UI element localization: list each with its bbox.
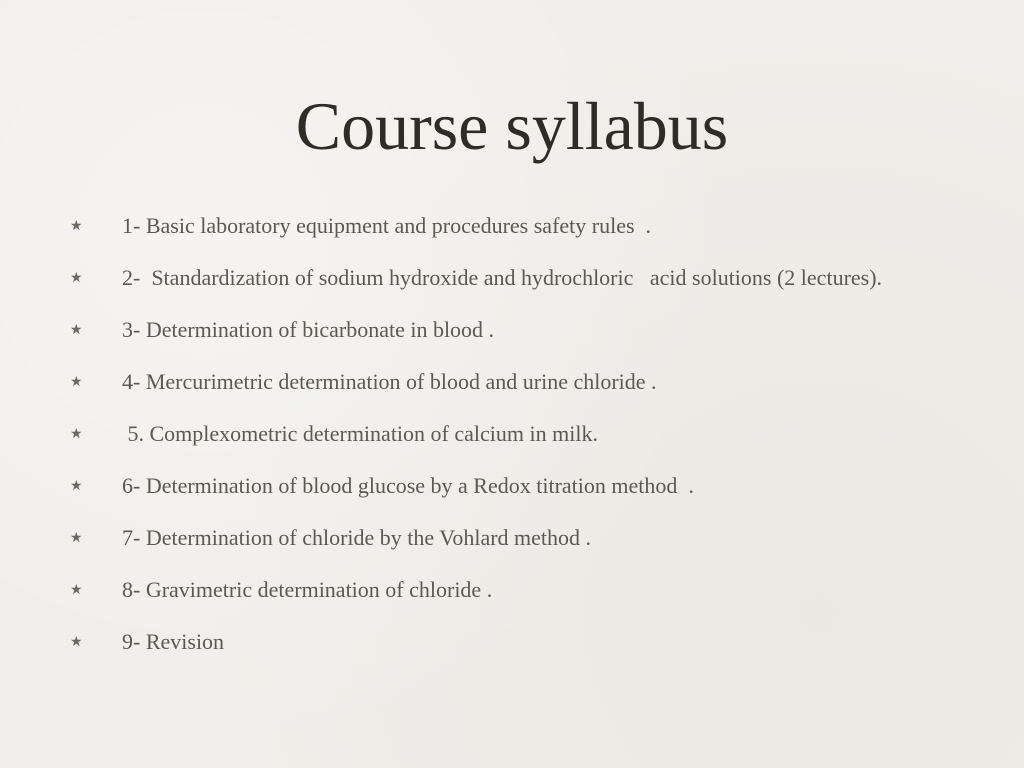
list-item-text: 3- Determination of bicarbonate in blood . bbox=[122, 317, 495, 342]
slide-title: Course syllabus bbox=[295, 88, 729, 164]
list-item bbox=[64, 578, 964, 602]
list-item bbox=[64, 318, 964, 342]
star-icon: ★ bbox=[70, 582, 83, 598]
list-item-text: 2- Standardization of sodium hydroxide and hydrochloric acid solutions (2 lectures). bbox=[122, 265, 883, 290]
star-icon: ★ bbox=[70, 634, 83, 650]
star-icon: ★ bbox=[70, 270, 83, 286]
list-item-text: 7- Determination of chloride by the Vohlard method . bbox=[122, 525, 592, 550]
list-item bbox=[64, 266, 964, 290]
list-item-text: 8- Gravimetric determination of chloride . bbox=[122, 577, 493, 602]
list-item bbox=[64, 526, 964, 550]
star-icon: ★ bbox=[70, 530, 83, 546]
star-icon: ★ bbox=[70, 322, 83, 338]
star-icon: ★ bbox=[70, 478, 83, 494]
list-item bbox=[64, 370, 964, 394]
star-icon: ★ bbox=[70, 218, 83, 234]
list-item-text: 6- Determination of blood glucose by a Redox titration method . bbox=[122, 473, 694, 498]
list-item bbox=[64, 422, 964, 446]
list-item bbox=[64, 630, 964, 654]
list-item-text: 1- Basic laboratory equipment and procedures safety rules . bbox=[122, 213, 652, 238]
star-icon: ★ bbox=[70, 426, 83, 442]
list-item bbox=[64, 214, 964, 238]
syllabus-list bbox=[64, 214, 964, 682]
list-item-text: 5. Complexometric determination of calcium in milk. bbox=[122, 421, 598, 446]
list-item-text: 4- Mercurimetric determination of blood and urine chloride . bbox=[122, 369, 657, 394]
list-item bbox=[64, 474, 964, 498]
star-icon: ★ bbox=[70, 374, 83, 390]
list-item-text: 9- Revision bbox=[122, 629, 225, 654]
